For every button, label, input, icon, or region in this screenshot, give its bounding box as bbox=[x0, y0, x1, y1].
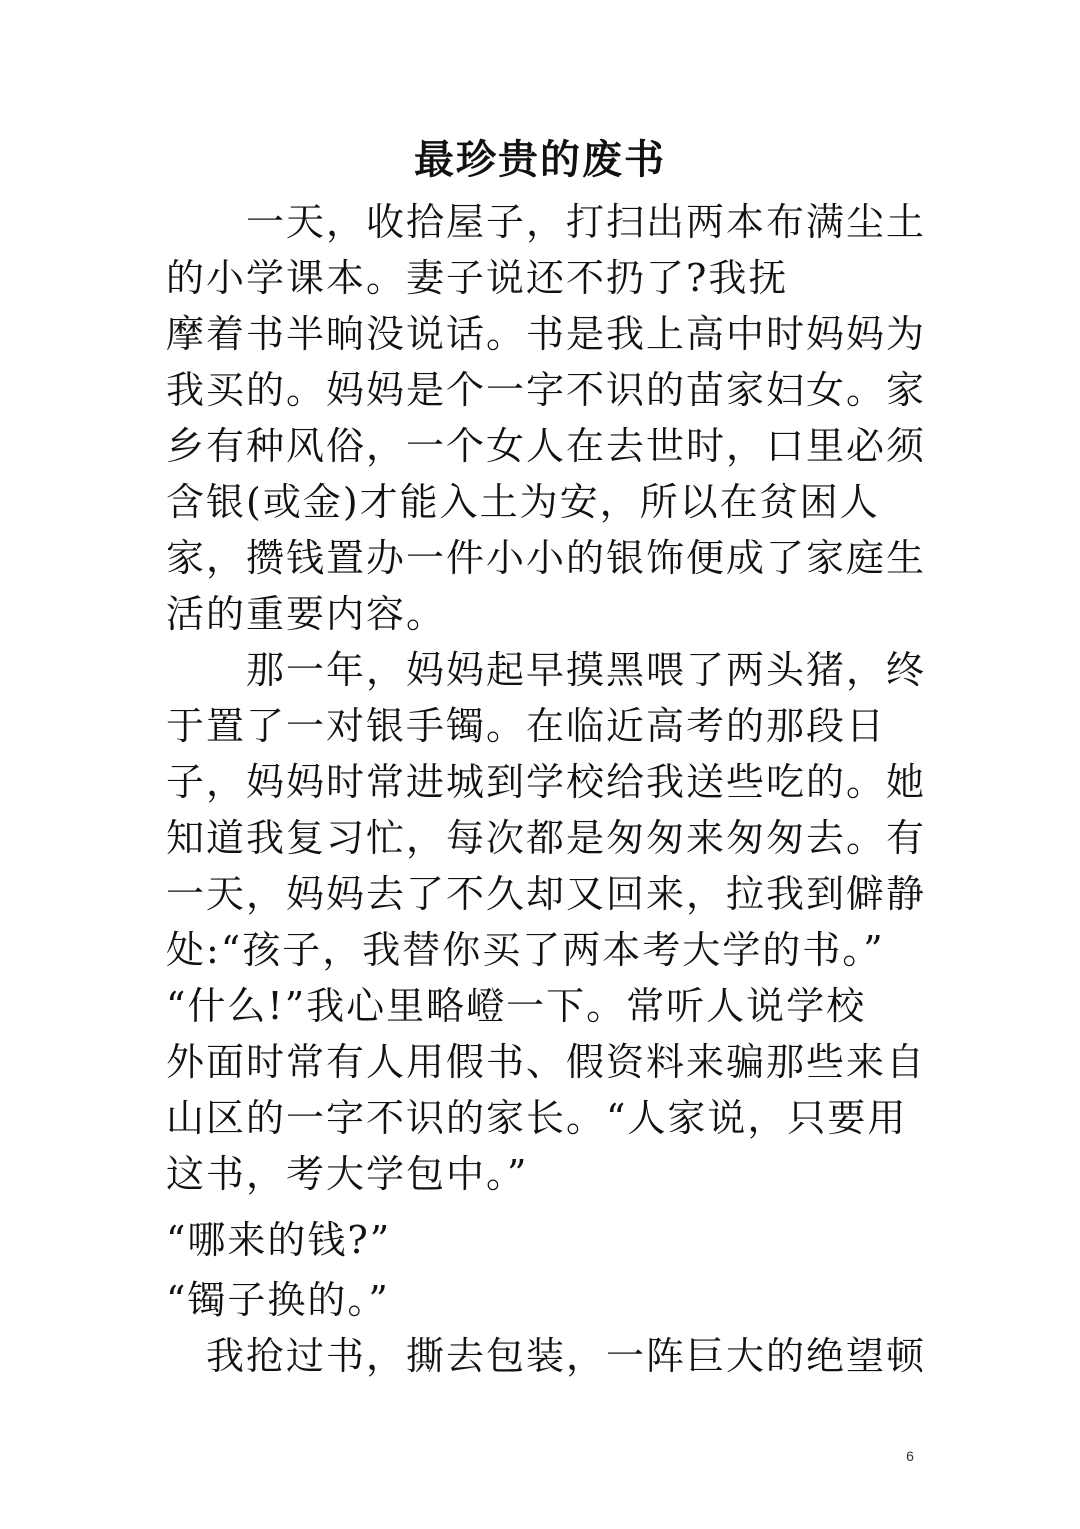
text-line: 一天，妈妈去了不久却又回来，拉我到僻静 bbox=[166, 872, 927, 916]
text-line: 外面时常有人用假书、假资料来骗那些来自 bbox=[166, 1040, 927, 1084]
text-line: “什么!”我心里略嶝一下。常听人说学校 bbox=[166, 984, 867, 1028]
text-line: 子，妈妈时常进城到学校给我送些吃的。她 bbox=[166, 760, 927, 804]
text-line: 于置了一对银手镯。在临近高考的那段日 bbox=[166, 704, 887, 748]
document-title: 最珍贵的废书 bbox=[414, 136, 666, 183]
text-line: “哪来的钱?” bbox=[166, 1218, 392, 1262]
text-line: 一天，收拾屋子，打扫出两本布满尘土 bbox=[166, 200, 927, 244]
text-line: 这书，考大学包中。” bbox=[166, 1152, 529, 1196]
text-line: 处:“孩子，我替你买了两本考大学的书。” bbox=[166, 928, 885, 972]
page-number: 6 bbox=[906, 1448, 914, 1464]
text-line: 那一年，妈妈起早摸黑喂了两头猪，终 bbox=[166, 648, 927, 692]
text-line: 活的重要内容。 bbox=[166, 592, 447, 636]
text-line: 山区的一字不识的家长。“人家说，只要用 bbox=[166, 1096, 908, 1140]
text-line: 含银(或金)才能入土为安，所以在贫困人 bbox=[166, 480, 880, 524]
text-line: “镯子换的。” bbox=[166, 1278, 390, 1322]
text-line: 我买的。妈妈是个一字不识的苗家妇女。家 bbox=[166, 368, 927, 412]
text-line: 的小学课本。妻子说还不扔了?我抚 bbox=[166, 256, 789, 300]
text-line: 知道我复习忙，每次都是匆匆来匆匆去。有 bbox=[166, 816, 927, 860]
text-line: 家，攒钱置办一件小小的银饰便成了家庭生 bbox=[166, 536, 927, 580]
text-line: 我抢过书，撕去包装，一阵巨大的绝望顿 bbox=[166, 1334, 927, 1378]
text-line: 乡有种风俗，一个女人在去世时，口里必须 bbox=[166, 424, 927, 468]
text-line: 摩着书半晌没说话。书是我上高中时妈妈为 bbox=[166, 312, 927, 356]
